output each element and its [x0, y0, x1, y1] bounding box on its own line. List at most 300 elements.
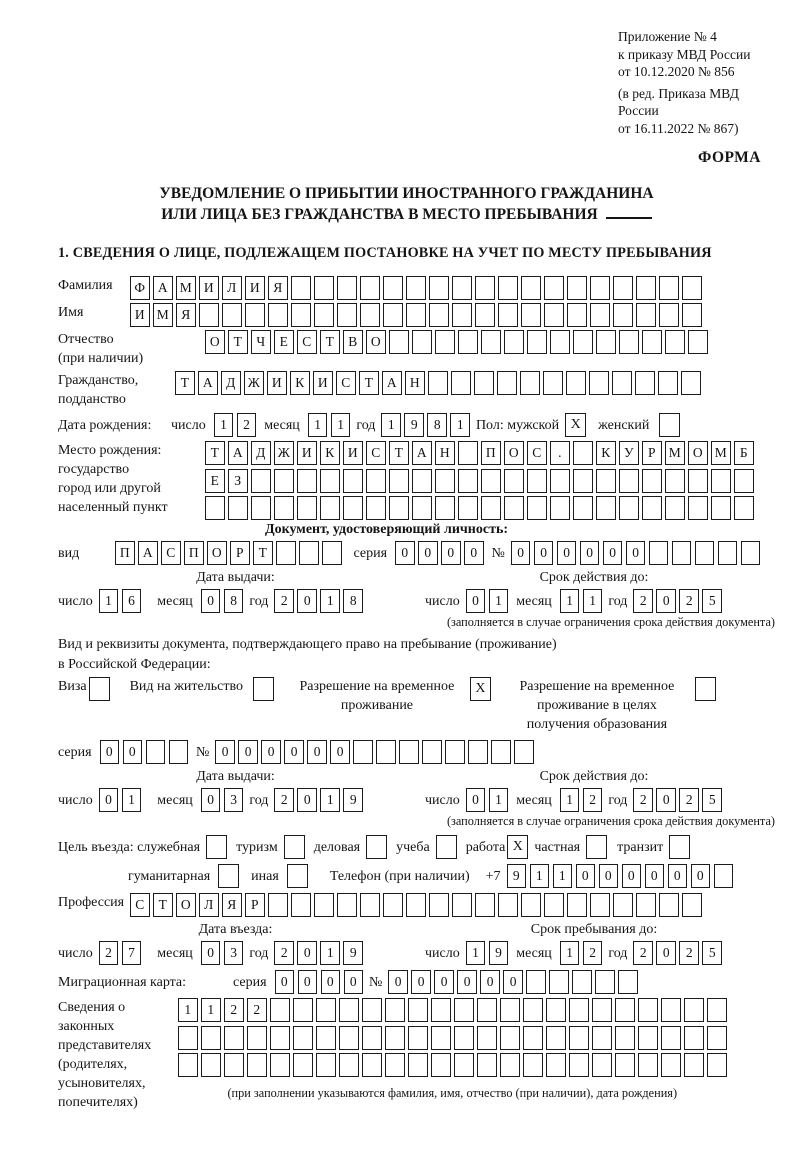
- char-cell[interactable]: 0: [298, 970, 318, 994]
- char-cell[interactable]: [270, 1053, 290, 1077]
- char-cell[interactable]: 0: [418, 541, 438, 565]
- char-cell[interactable]: [481, 469, 501, 493]
- char-cell[interactable]: [707, 998, 727, 1022]
- char-cell[interactable]: [544, 303, 564, 327]
- char-cell[interactable]: П: [481, 441, 501, 465]
- char-cell[interactable]: Д: [221, 371, 241, 395]
- char-cell[interactable]: [497, 371, 517, 395]
- char-cell[interactable]: [592, 998, 612, 1022]
- char-cell[interactable]: [592, 1053, 612, 1077]
- char-cell[interactable]: Я: [176, 303, 196, 327]
- tourism-checkbox[interactable]: [284, 835, 305, 859]
- private-checkbox[interactable]: [586, 835, 607, 859]
- char-cell[interactable]: [337, 893, 357, 917]
- char-cell[interactable]: М: [711, 441, 731, 465]
- char-cell[interactable]: [619, 330, 639, 354]
- char-cell[interactable]: 1: [201, 998, 221, 1022]
- char-cell[interactable]: Я: [268, 276, 288, 300]
- char-cell[interactable]: [343, 496, 363, 520]
- char-cell[interactable]: Р: [642, 441, 662, 465]
- char-cell[interactable]: [406, 303, 426, 327]
- char-cell[interactable]: [291, 303, 311, 327]
- char-cell[interactable]: [412, 330, 432, 354]
- char-cell[interactable]: [595, 970, 615, 994]
- char-cell[interactable]: Р: [245, 893, 265, 917]
- char-cell[interactable]: 0: [534, 541, 554, 565]
- char-cell[interactable]: [435, 469, 455, 493]
- residence-permit-checkbox[interactable]: [253, 677, 274, 701]
- char-cell[interactable]: 1: [583, 589, 603, 613]
- char-cell[interactable]: О: [366, 330, 386, 354]
- char-cell[interactable]: [546, 998, 566, 1022]
- char-cell[interactable]: 0: [466, 788, 486, 812]
- char-cell[interactable]: [612, 371, 632, 395]
- char-cell[interactable]: [451, 371, 471, 395]
- char-cell[interactable]: [454, 998, 474, 1022]
- char-cell[interactable]: У: [619, 441, 639, 465]
- char-cell[interactable]: 0: [576, 864, 596, 888]
- char-cell[interactable]: [527, 469, 547, 493]
- char-cell[interactable]: [688, 469, 708, 493]
- permit-valid-year-field[interactable]: [633, 788, 722, 812]
- char-cell[interactable]: [247, 1053, 267, 1077]
- char-cell[interactable]: А: [382, 371, 402, 395]
- char-cell[interactable]: [615, 1053, 635, 1077]
- char-cell[interactable]: [452, 303, 472, 327]
- char-cell[interactable]: 1: [381, 413, 401, 437]
- char-cell[interactable]: 0: [457, 970, 477, 994]
- birthplace-field-row1[interactable]: [205, 441, 754, 465]
- char-cell[interactable]: [376, 740, 396, 764]
- char-cell[interactable]: [523, 1026, 543, 1050]
- char-cell[interactable]: [339, 1026, 359, 1050]
- char-cell[interactable]: [337, 276, 357, 300]
- char-cell[interactable]: [695, 541, 715, 565]
- char-cell[interactable]: [665, 496, 685, 520]
- char-cell[interactable]: Т: [153, 893, 173, 917]
- char-cell[interactable]: 1: [560, 589, 580, 613]
- char-cell[interactable]: Я: [222, 893, 242, 917]
- char-cell[interactable]: [635, 371, 655, 395]
- char-cell[interactable]: 1: [489, 788, 509, 812]
- char-cell[interactable]: [613, 303, 633, 327]
- char-cell[interactable]: [688, 330, 708, 354]
- profession-field[interactable]: [130, 893, 702, 917]
- char-cell[interactable]: [268, 893, 288, 917]
- char-cell[interactable]: 0: [668, 864, 688, 888]
- work-checkbox[interactable]: X: [507, 835, 528, 859]
- char-cell[interactable]: И: [343, 441, 363, 465]
- char-cell[interactable]: Т: [359, 371, 379, 395]
- char-cell[interactable]: [458, 441, 478, 465]
- char-cell[interactable]: 1: [553, 864, 573, 888]
- char-cell[interactable]: [477, 1026, 497, 1050]
- char-cell[interactable]: А: [198, 371, 218, 395]
- char-cell[interactable]: Ф: [130, 276, 150, 300]
- char-cell[interactable]: [596, 469, 616, 493]
- char-cell[interactable]: 1: [99, 589, 119, 613]
- char-cell[interactable]: [661, 998, 681, 1022]
- char-cell[interactable]: [431, 1053, 451, 1077]
- char-cell[interactable]: [659, 303, 679, 327]
- char-cell[interactable]: 1: [320, 788, 340, 812]
- char-cell[interactable]: [573, 330, 593, 354]
- char-cell[interactable]: [389, 469, 409, 493]
- char-cell[interactable]: [293, 1053, 313, 1077]
- char-cell[interactable]: [314, 893, 334, 917]
- char-cell[interactable]: К: [290, 371, 310, 395]
- char-cell[interactable]: [544, 893, 564, 917]
- char-cell[interactable]: [661, 1026, 681, 1050]
- char-cell[interactable]: И: [199, 276, 219, 300]
- char-cell[interactable]: 0: [261, 740, 281, 764]
- char-cell[interactable]: [316, 1026, 336, 1050]
- char-cell[interactable]: [412, 496, 432, 520]
- char-cell[interactable]: [573, 469, 593, 493]
- char-cell[interactable]: [549, 970, 569, 994]
- char-cell[interactable]: [638, 998, 658, 1022]
- permit-number-field[interactable]: [215, 740, 534, 764]
- char-cell[interactable]: [590, 276, 610, 300]
- char-cell[interactable]: [638, 1053, 658, 1077]
- char-cell[interactable]: [431, 998, 451, 1022]
- char-cell[interactable]: [251, 469, 271, 493]
- char-cell[interactable]: [590, 303, 610, 327]
- char-cell[interactable]: Т: [389, 441, 409, 465]
- char-cell[interactable]: 0: [645, 864, 665, 888]
- char-cell[interactable]: [205, 496, 225, 520]
- char-cell[interactable]: 5: [702, 589, 722, 613]
- char-cell[interactable]: [435, 330, 455, 354]
- char-cell[interactable]: [572, 970, 592, 994]
- char-cell[interactable]: [322, 541, 342, 565]
- char-cell[interactable]: 0: [297, 589, 317, 613]
- char-cell[interactable]: О: [176, 893, 196, 917]
- char-cell[interactable]: [276, 541, 296, 565]
- char-cell[interactable]: [435, 496, 455, 520]
- char-cell[interactable]: 0: [321, 970, 341, 994]
- female-checkbox[interactable]: [659, 413, 680, 437]
- char-cell[interactable]: [707, 1053, 727, 1077]
- char-cell[interactable]: [498, 303, 518, 327]
- char-cell[interactable]: [477, 1053, 497, 1077]
- char-cell[interactable]: 2: [274, 941, 294, 965]
- char-cell[interactable]: 2: [274, 788, 294, 812]
- char-cell[interactable]: А: [153, 276, 173, 300]
- char-cell[interactable]: 1: [450, 413, 470, 437]
- char-cell[interactable]: [362, 1026, 382, 1050]
- birth-day-field[interactable]: [214, 413, 257, 437]
- char-cell[interactable]: [681, 371, 701, 395]
- char-cell[interactable]: 0: [330, 740, 350, 764]
- char-cell[interactable]: [741, 541, 761, 565]
- char-cell[interactable]: [504, 469, 524, 493]
- char-cell[interactable]: [550, 496, 570, 520]
- char-cell[interactable]: [659, 276, 679, 300]
- char-cell[interactable]: [618, 970, 638, 994]
- char-cell[interactable]: [718, 541, 738, 565]
- char-cell[interactable]: 2: [583, 788, 603, 812]
- char-cell[interactable]: [291, 276, 311, 300]
- char-cell[interactable]: М: [153, 303, 173, 327]
- char-cell[interactable]: [178, 1026, 198, 1050]
- char-cell[interactable]: 0: [297, 788, 317, 812]
- char-cell[interactable]: [458, 469, 478, 493]
- char-cell[interactable]: [429, 303, 449, 327]
- representatives-field-row1[interactable]: [178, 998, 727, 1022]
- char-cell[interactable]: 2: [679, 589, 699, 613]
- char-cell[interactable]: 9: [343, 788, 363, 812]
- doc-type-field[interactable]: [115, 541, 342, 565]
- char-cell[interactable]: И: [313, 371, 333, 395]
- char-cell[interactable]: [454, 1053, 474, 1077]
- char-cell[interactable]: 1: [320, 941, 340, 965]
- char-cell[interactable]: [452, 276, 472, 300]
- char-cell[interactable]: 9: [343, 941, 363, 965]
- char-cell[interactable]: [408, 1026, 428, 1050]
- char-cell[interactable]: 2: [224, 998, 244, 1022]
- char-cell[interactable]: К: [320, 441, 340, 465]
- doc-valid-month-field[interactable]: [560, 589, 603, 613]
- char-cell[interactable]: Б: [734, 441, 754, 465]
- char-cell[interactable]: [291, 893, 311, 917]
- char-cell[interactable]: [619, 469, 639, 493]
- char-cell[interactable]: 3: [224, 788, 244, 812]
- char-cell[interactable]: [362, 1053, 382, 1077]
- char-cell[interactable]: А: [412, 441, 432, 465]
- char-cell[interactable]: 0: [99, 788, 119, 812]
- char-cell[interactable]: 0: [284, 740, 304, 764]
- char-cell[interactable]: О: [504, 441, 524, 465]
- char-cell[interactable]: [360, 893, 380, 917]
- char-cell[interactable]: 0: [297, 941, 317, 965]
- doc-issue-year-field[interactable]: [274, 589, 363, 613]
- char-cell[interactable]: Ч: [251, 330, 271, 354]
- char-cell[interactable]: [523, 1053, 543, 1077]
- char-cell[interactable]: [521, 303, 541, 327]
- char-cell[interactable]: [201, 1053, 221, 1077]
- char-cell[interactable]: Ж: [244, 371, 264, 395]
- char-cell[interactable]: 0: [434, 970, 454, 994]
- char-cell[interactable]: [366, 496, 386, 520]
- char-cell[interactable]: [320, 469, 340, 493]
- char-cell[interactable]: [615, 1026, 635, 1050]
- migration-series-field[interactable]: [275, 970, 364, 994]
- char-cell[interactable]: [550, 330, 570, 354]
- char-cell[interactable]: [500, 1053, 520, 1077]
- char-cell[interactable]: Ж: [274, 441, 294, 465]
- char-cell[interactable]: 1: [331, 413, 351, 437]
- char-cell[interactable]: [665, 330, 685, 354]
- char-cell[interactable]: [389, 330, 409, 354]
- char-cell[interactable]: [569, 1026, 589, 1050]
- char-cell[interactable]: .: [550, 441, 570, 465]
- char-cell[interactable]: С: [297, 330, 317, 354]
- char-cell[interactable]: И: [297, 441, 317, 465]
- stay-day-field[interactable]: [466, 941, 509, 965]
- char-cell[interactable]: [642, 330, 662, 354]
- char-cell[interactable]: [360, 303, 380, 327]
- patronymic-field[interactable]: [205, 330, 708, 354]
- char-cell[interactable]: [659, 893, 679, 917]
- char-cell[interactable]: Т: [205, 441, 225, 465]
- char-cell[interactable]: 2: [679, 941, 699, 965]
- char-cell[interactable]: [360, 276, 380, 300]
- char-cell[interactable]: [592, 1026, 612, 1050]
- char-cell[interactable]: [714, 864, 734, 888]
- char-cell[interactable]: [428, 371, 448, 395]
- doc-series-field[interactable]: [395, 541, 484, 565]
- char-cell[interactable]: [316, 998, 336, 1022]
- entry-day-field[interactable]: [99, 941, 142, 965]
- char-cell[interactable]: [178, 1053, 198, 1077]
- char-cell[interactable]: [596, 496, 616, 520]
- char-cell[interactable]: 0: [100, 740, 120, 764]
- char-cell[interactable]: [504, 330, 524, 354]
- char-cell[interactable]: 2: [633, 941, 653, 965]
- char-cell[interactable]: 8: [427, 413, 447, 437]
- other-purpose-checkbox[interactable]: [287, 864, 308, 888]
- char-cell[interactable]: [527, 496, 547, 520]
- char-cell[interactable]: Л: [222, 276, 242, 300]
- char-cell[interactable]: Т: [228, 330, 248, 354]
- char-cell[interactable]: [475, 303, 495, 327]
- char-cell[interactable]: [293, 1026, 313, 1050]
- char-cell[interactable]: [636, 893, 656, 917]
- char-cell[interactable]: О: [205, 330, 225, 354]
- char-cell[interactable]: М: [665, 441, 685, 465]
- birthplace-field-row3[interactable]: [205, 496, 754, 520]
- char-cell[interactable]: [343, 469, 363, 493]
- permit-issue-month-field[interactable]: [201, 788, 244, 812]
- char-cell[interactable]: С: [130, 893, 150, 917]
- char-cell[interactable]: [682, 303, 702, 327]
- char-cell[interactable]: [297, 469, 317, 493]
- char-cell[interactable]: [297, 496, 317, 520]
- char-cell[interactable]: [299, 541, 319, 565]
- char-cell[interactable]: 0: [201, 941, 221, 965]
- char-cell[interactable]: [474, 371, 494, 395]
- char-cell[interactable]: Н: [435, 441, 455, 465]
- transit-checkbox[interactable]: [669, 835, 690, 859]
- char-cell[interactable]: [383, 276, 403, 300]
- char-cell[interactable]: [452, 893, 472, 917]
- char-cell[interactable]: [422, 740, 442, 764]
- char-cell[interactable]: [270, 1026, 290, 1050]
- char-cell[interactable]: 1: [214, 413, 234, 437]
- char-cell[interactable]: [526, 970, 546, 994]
- char-cell[interactable]: [429, 893, 449, 917]
- char-cell[interactable]: 3: [224, 941, 244, 965]
- char-cell[interactable]: 0: [656, 788, 676, 812]
- char-cell[interactable]: [224, 1026, 244, 1050]
- char-cell[interactable]: [268, 303, 288, 327]
- char-cell[interactable]: [707, 1026, 727, 1050]
- char-cell[interactable]: [445, 740, 465, 764]
- entry-year-field[interactable]: [274, 941, 363, 965]
- char-cell[interactable]: [514, 740, 534, 764]
- char-cell[interactable]: [362, 998, 382, 1022]
- permit-valid-day-field[interactable]: [466, 788, 509, 812]
- char-cell[interactable]: 7: [122, 941, 142, 965]
- char-cell[interactable]: И: [245, 276, 265, 300]
- char-cell[interactable]: Р: [230, 541, 250, 565]
- doc-valid-year-field[interactable]: [633, 589, 722, 613]
- char-cell[interactable]: [688, 496, 708, 520]
- permit-valid-month-field[interactable]: [560, 788, 603, 812]
- char-cell[interactable]: [385, 1053, 405, 1077]
- char-cell[interactable]: [316, 1053, 336, 1077]
- char-cell[interactable]: 0: [557, 541, 577, 565]
- char-cell[interactable]: [201, 1026, 221, 1050]
- char-cell[interactable]: [590, 893, 610, 917]
- char-cell[interactable]: [661, 1053, 681, 1077]
- char-cell[interactable]: А: [138, 541, 158, 565]
- phone-field[interactable]: [507, 864, 734, 888]
- char-cell[interactable]: 0: [603, 541, 623, 565]
- char-cell[interactable]: [521, 276, 541, 300]
- char-cell[interactable]: [475, 276, 495, 300]
- char-cell[interactable]: [429, 276, 449, 300]
- char-cell[interactable]: 0: [411, 970, 431, 994]
- char-cell[interactable]: С: [527, 441, 547, 465]
- char-cell[interactable]: [458, 496, 478, 520]
- representatives-field-row2[interactable]: [178, 1026, 727, 1050]
- char-cell[interactable]: [520, 371, 540, 395]
- char-cell[interactable]: [665, 469, 685, 493]
- char-cell[interactable]: 2: [583, 941, 603, 965]
- birth-month-field[interactable]: [308, 413, 351, 437]
- char-cell[interactable]: [500, 1026, 520, 1050]
- char-cell[interactable]: П: [115, 541, 135, 565]
- char-cell[interactable]: 0: [511, 541, 531, 565]
- char-cell[interactable]: З: [228, 469, 248, 493]
- char-cell[interactable]: 0: [201, 589, 221, 613]
- char-cell[interactable]: 0: [466, 589, 486, 613]
- study-checkbox[interactable]: [436, 835, 457, 859]
- char-cell[interactable]: [613, 893, 633, 917]
- humanitarian-checkbox[interactable]: [218, 864, 239, 888]
- birth-year-field[interactable]: [381, 413, 470, 437]
- char-cell[interactable]: [543, 371, 563, 395]
- temp-residence-checkbox[interactable]: X: [470, 677, 491, 701]
- given-name-field[interactable]: [130, 303, 702, 327]
- char-cell[interactable]: 0: [622, 864, 642, 888]
- char-cell[interactable]: Т: [175, 371, 195, 395]
- char-cell[interactable]: 1: [320, 589, 340, 613]
- char-cell[interactable]: [274, 496, 294, 520]
- char-cell[interactable]: [569, 1053, 589, 1077]
- business-checkbox[interactable]: [366, 835, 387, 859]
- male-checkbox[interactable]: X: [565, 413, 586, 437]
- char-cell[interactable]: 1: [560, 941, 580, 965]
- char-cell[interactable]: [589, 371, 609, 395]
- doc-issue-day-field[interactable]: [99, 589, 142, 613]
- char-cell[interactable]: [293, 998, 313, 1022]
- permit-series-field[interactable]: [100, 740, 189, 764]
- char-cell[interactable]: 9: [489, 941, 509, 965]
- char-cell[interactable]: [339, 1053, 359, 1077]
- char-cell[interactable]: [245, 303, 265, 327]
- char-cell[interactable]: [684, 1026, 704, 1050]
- char-cell[interactable]: 0: [344, 970, 364, 994]
- char-cell[interactable]: 1: [560, 788, 580, 812]
- char-cell[interactable]: [406, 276, 426, 300]
- char-cell[interactable]: [274, 469, 294, 493]
- char-cell[interactable]: [408, 1053, 428, 1077]
- char-cell[interactable]: [454, 1026, 474, 1050]
- char-cell[interactable]: [567, 276, 587, 300]
